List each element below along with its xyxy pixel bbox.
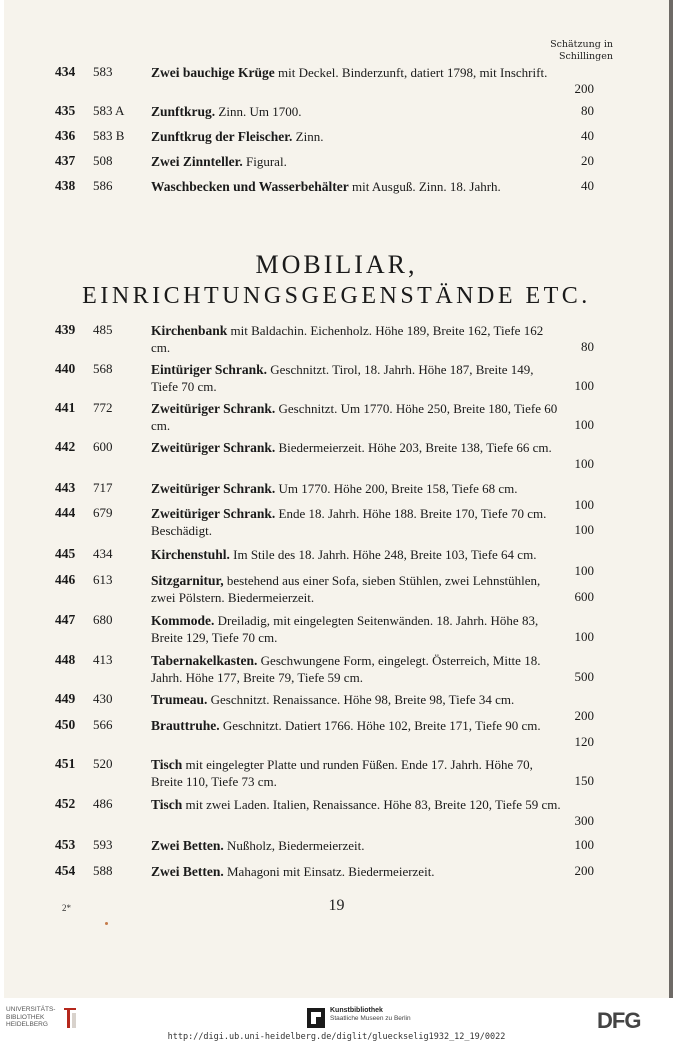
estimate-price: 150 [574,773,594,788]
estimate-price: 300 [574,813,594,828]
entry-text: Nußholz, Biedermeierzeit. [223,838,365,853]
dfg-logo[interactable]: DFG [597,1008,641,1033]
reference-number: 588 [93,863,113,878]
entry-description [151,361,561,395]
entry-description [151,64,561,81]
column-header-line-2: Schillingen [558,51,613,62]
entry-title: Tabernakelkasten. [151,653,258,668]
lot-number: 447 [55,612,76,627]
entry-title: Trumeau. [151,692,208,707]
estimate-price: 80 [581,103,594,118]
entry-text: Geschnitzt. Renaissance. Höhe 98, Breite 98, Tiefe 34 cm. [207,692,515,707]
source-url[interactable]: http://digi.ub.uni-heidelberg.de/diglit/glueckselig1932_12_19/0022 [167,1032,506,1042]
estimate-price: 20 [581,153,594,168]
lot-number: 449 [55,691,76,706]
entry-description [151,178,561,195]
ink-dot [105,922,108,925]
entry-description [151,480,561,497]
lot-number: 452 [55,796,76,811]
lot-number: 434 [55,64,76,79]
entry-text: Um 1770. Höhe 200, Breite 158, Tiefe 68 cm. [275,481,518,496]
entry-text: Geschwungene Form, eingelegt. Österreich, Mitte 18. Jahrh. Höhe 177, Breite 79, Tiefe 59 cm. [151,653,541,685]
estimate-price: 200 [574,863,594,878]
entry-description [151,322,561,356]
entry-description [151,717,561,734]
reference-number: 486 [93,796,113,811]
reference-number: 583 [93,64,113,79]
entry-title: Tisch [151,757,183,772]
section-title-line-1: MOBILIAR, [255,250,418,279]
entry-description [151,546,561,563]
estimate-column-header [513,39,613,63]
entry-text: bestehend aus einer Sofa, sieben Stühlen, zwei Lehnstühlen, zwei Pölstern. Biedermeierzeit. [151,573,541,605]
lot-number: 451 [55,756,76,771]
estimate-price: 100 [574,417,594,432]
reference-number: 485 [93,322,113,337]
estimate-price: 100 [574,563,594,578]
entry-title: Zunftkrug der Fleischer. [151,129,293,144]
entry-description [151,103,561,120]
entry-text: Figural. [242,154,287,169]
entry-description [151,691,561,708]
lot-number: 446 [55,572,76,587]
entry-text: mit Deckel. Binderzunft, datiert 1798, mit Inschrift. [274,65,548,80]
entry-title: Eintüriger Schrank. [151,362,268,377]
entry-text: mit Baldachin. Eichenholz. Höhe 189, Breite 162, Tiefe 162 cm. [151,323,544,355]
kb-name: Kunstbibliothek [330,1007,383,1014]
entry-description [151,612,561,646]
entry-text: mit zwei Laden. Italien, Renaissance. Höhe 83, Breite 120, Tiefe 59 cm. [182,797,561,812]
lot-number: 453 [55,837,76,852]
lot-number: 442 [55,439,76,454]
estimate-price: 100 [574,837,594,852]
lot-number: 435 [55,103,76,118]
lot-number: 439 [55,322,76,337]
entry-title: Sitzgarnitur, [151,573,224,588]
reference-number: 717 [93,480,113,495]
entry-title: Zweitüriger Schrank. [151,401,276,416]
entry-description [151,756,561,790]
page-edge-shadow [669,0,673,998]
entry-description [151,572,561,606]
entry-description [151,128,561,145]
entry-title: Zweitüriger Schrank. [151,506,276,521]
lot-number: 440 [55,361,76,376]
lot-number: 436 [55,128,76,143]
entry-text: Im Stile des 18. Jahrh. Höhe 248, Breite 103, Tiefe 64 cm. [229,547,537,562]
reference-number: 583 B [93,128,125,143]
entry-title: Brauttruhe. [151,718,220,733]
reference-number: 508 [93,153,113,168]
entry-title: Kirchenbank [151,323,228,338]
reference-number: 430 [93,691,113,706]
page-number: 19 [328,897,345,914]
footer-bar [0,998,673,1046]
entry-text: Zinn. Um 1700. [215,104,302,119]
reference-number: 520 [93,756,113,771]
entry-description [151,796,561,813]
catalog-page [4,0,669,998]
reference-number: 434 [93,546,113,561]
kunstbibliothek-label[interactable] [330,1007,411,1023]
entry-text: Dreiladig, mit eingelegten Seitenwänden. 18. Jahrh. Höhe 83, Breite 129, Tiefe 70 cm. [151,613,539,645]
entry-text: Geschnitzt. Datiert 1766. Höhe 102, Breite 171, Tiefe 90 cm. [219,718,541,733]
entry-title: Kommode. [151,613,215,628]
kunstbibliothek-emblem-icon [306,1007,326,1029]
estimate-price: 200 [574,708,594,723]
entry-text: Geschnitzt. Um 1770. Höhe 250, Breite 180, Tiefe 60 cm. [151,401,558,433]
estimate-price: 100 [574,497,594,512]
estimate-price: 80 [581,339,594,354]
lot-number: 450 [55,717,76,732]
entry-title: Zwei Betten. [151,838,224,853]
lot-number: 445 [55,546,76,561]
estimate-price: 100 [574,378,594,393]
entry-title: Zwei Betten. [151,864,224,879]
reference-number: 600 [93,439,113,454]
entry-description [151,400,561,434]
reference-number: 613 [93,572,113,587]
entry-title: Tisch [151,797,183,812]
lot-number: 443 [55,480,76,495]
entry-title: Zwei Zinnteller. [151,154,243,169]
university-library-logo[interactable] [6,1006,58,1029]
lot-number: 448 [55,652,76,667]
entry-text: Mahagoni mit Einsatz. Biedermeierzeit. [223,864,435,879]
lot-number: 437 [55,153,76,168]
reference-number: 680 [93,612,113,627]
entry-description [151,505,561,539]
entry-title: Zwei bauchige Krüge [151,65,275,80]
estimate-price: 200 [574,81,594,96]
entry-title: Zunftkrug. [151,104,216,119]
estimate-price: 120 [574,734,594,749]
estimate-price: 100 [574,629,594,644]
estimate-price: 600 [574,589,594,604]
reference-number: 593 [93,837,113,852]
entry-text: Ende 18. Jahrh. Höhe 188. Breite 170, Tiefe 70 cm. Beschädigt. [151,506,547,538]
reference-number: 413 [93,652,113,667]
lot-number: 441 [55,400,76,415]
entry-title: Zweitüriger Schrank. [151,440,276,455]
kb-subtitle: Staatliche Museen zu Berlin [330,1015,411,1022]
uni-logo-line-1: UNIVERSITÄTS- [6,1006,56,1013]
lot-number: 454 [55,863,76,878]
estimate-price: 40 [581,128,594,143]
entry-description [151,652,561,686]
lot-number: 444 [55,505,76,520]
uni-logo-line-3: HEIDELBERG [6,1021,48,1028]
reference-number: 566 [93,717,113,732]
entry-title: Kirchenstuhl. [151,547,230,562]
reference-number: 772 [93,400,113,415]
entry-text: Zinn. [292,129,324,144]
entry-title: Waschbecken und Wasserbehälter [151,179,349,194]
entry-text: Geschnitzt. Tirol, 18. Jahrh. Höhe 187, Breite 149, Tiefe 70 cm. [151,362,534,394]
column-header-line-1: Schätzung in [550,39,613,50]
entry-text: mit eingelegter Platte und runden Füßen. Ende 17. Jahrh. Höhe 70, Breite 110, Tiefe 73 cm. [151,757,533,789]
reference-number: 679 [93,505,113,520]
reference-number: 568 [93,361,113,376]
entry-description [151,837,561,854]
estimate-price: 500 [574,669,594,684]
estimate-price: 40 [581,178,594,193]
entry-title: Zweitüriger Schrank. [151,481,276,496]
estimate-price: 100 [574,522,594,537]
entry-description [151,439,561,456]
section-title-line-2: EINRICHTUNGSGEGENSTÄNDE ETC. [82,283,591,309]
uni-logo-line-2: BIBLIOTHEK [6,1013,45,1021]
section-title [4,251,669,311]
signature-mark: 2* [62,903,71,913]
entry-description [151,153,561,170]
entry-text: mit Ausguß. Zinn. 18. Jahrh. [348,179,501,194]
reference-number: 583 A [93,103,125,118]
reference-number: 586 [93,178,113,193]
estimate-price: 100 [574,456,594,471]
entry-description [151,863,561,880]
lot-number: 438 [55,178,76,193]
university-emblem-icon [61,1005,79,1031]
entry-text: Biedermeierzeit. Höhe 203, Breite 138, Tiefe 66 cm. [275,440,552,455]
